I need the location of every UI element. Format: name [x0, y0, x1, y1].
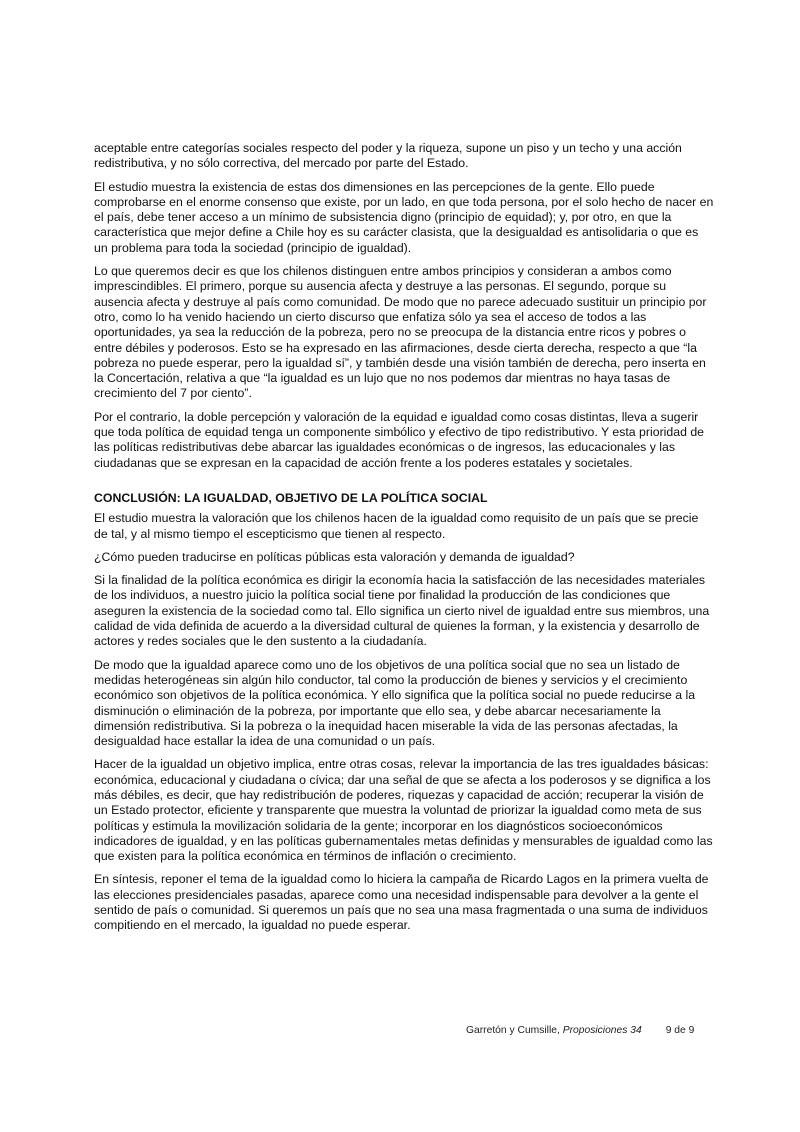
footer-authors: Garretón y Cumsille,	[466, 1025, 563, 1036]
body-paragraph: Hacer de la igualdad un objetivo implica, entre otras cosas, relevar la importancia de las tres igualdades básicas: económica, educacional y ciudadana o cívica; dar una señal de que se afecta a los poderosos y se dignifica a los más débiles, es decir, que hay redistribución de poderes, riquezas y capacidad de acción; recuperar la visión de un Estado protector, eficiente y transparente que muestra la voluntad de priorizar la igualdad como meta de sus políticas y estimula la movilización solidaria de la gente; incorporar en los diagnósticos socioeconómicos indicadores de igualdad, y en las políticas gubernamentales metas definidas y mensurables de igualdad como las que existen para la política económica en términos de inflación o crecimiento.	[94, 757, 713, 864]
footer-journal: Proposiciones 34	[562, 1025, 642, 1036]
body-paragraph: Lo que queremos decir es que los chilenos distinguen entre ambos principios y consideran a ambos como imprescindibles. El primero, porque su ausencia afecta y destruye a las personas. El segundo, porque su ausencia afecta y destruye al país como comunidad. De modo que no parece adecuado sustituir un principio por otro, como lo ha venido haciendo un cierto discurso que enfatiza sólo ya sea el acceso de todos a las oportunidades, ya sea la reducción de la pobreza, pero no se preocupa de la distancia entre ricos y pobres o entre débiles y poderosos. Esto se ha expresado en las afirmaciones, desde cierta derecha, respecto a que “la pobreza no puede esperar, pero la igualdad sí”, y también desde una visión también de derecha, pero inserta en la Concertación, relativa a que “la igualdad es un lujo que no nos podemos dar mientras no haya tasas de crecimiento del 7 por ciento”.	[94, 264, 707, 401]
body-paragraph: De modo que la igualdad aparece como uno de los objetivos de una política social que no sea un listado de medidas heterogéneas sin algún hilo conductor, tal como la producción de bienes y servicios y el crecimiento económico son objetivos de la política económica. Y ello significa que la política social no puede reducirse a la disminución o eliminación de la pobreza, por importante que ello sea, y debe abarcar necesariamente la dimensión redistributiva. Si la pobreza o la inequidad hacen miserable la vida de las personas afectadas, la desigualdad hace estallar la idea de una comunidad o un país.	[94, 657, 696, 749]
footer-page-number: 9 de 9	[665, 1025, 695, 1036]
page-footer	[466, 1024, 694, 1037]
body-paragraph: ¿Cómo pueden traducirse en políticas públicas esta valoración y demanda de igualdad?	[94, 549, 575, 564]
document-page	[94, 141, 714, 942]
body-paragraph: Si la finalidad de la política económica es dirigir la economía hacia la satisfacción de las necesidades materiales de los individuos, a nuestro juicio la política social tiene por finalidad la producción de las condiciones que aseguren la existencia de la sociedad como tal. Ello significa un cierto nivel de igualdad entre sus miembros, una calidad de vida definida de acuerdo a la diversidad cultural de quienes la forman, y la existencia y desarrollo de actores y redes sociales que le den sustento a la ciudadanía.	[94, 573, 710, 649]
body-paragraph: aceptable entre categorías sociales respecto del poder y la riqueza, supone un piso y un techo y una acción redistributiva, y no sólo correctiva, del mercado por parte del Estado.	[94, 141, 682, 171]
body-paragraph: Por el contrario, la doble percepción y valoración de la equidad e igualdad como cosas distintas, lleva a sugerir que toda política de equidad tenga un componente simbólico y efectivo de tipo redistributivo. Y esta prioridad de las políticas redistributivas debe abarcar las igualdades económicas o de ingresos, las educacionales y las ciudadanas que se expresan en la capacidad de acción frente a los poderes estatales y societales.	[94, 409, 705, 470]
section-heading: CONCLUSIÓN: LA IGUALDAD, OBJETIVO DE LA POLÍTICA SOCIAL	[94, 490, 488, 505]
body-paragraph: En síntesis, reponer el tema de la igualdad como lo hiciera la campaña de Ricardo Lagos en la primera vuelta de las elecciones presidenciales pasadas, aparece como una necesidad indispensable para devolver a la gente el sentido de país o comunidad. Si queremos un país que no sea una masa fragmentada o una suma de individuos compitiendo en el mercado, la igualdad no puede esperar.	[94, 872, 709, 933]
body-paragraph: El estudio muestra la existencia de estas dos dimensiones en las percepciones de la gente. Ello puede comprobarse en el enorme consenso que existe, por un lado, en que toda persona, por el solo hecho de nacer en el país, debe tener acceso a un mínimo de subsistencia digno (principio de equidad); y, por otro, en que la característica que mejor define a Chile hoy es su carácter clasista, que la desigualdad es antisolidaria o que es un problema para toda la sociedad (principio de igualdad).	[94, 179, 714, 255]
body-paragraph: El estudio muestra la valoración que los chilenos hacen de la igualdad como requisito de un país que se precie de tal, y al mismo tiempo el escepticismo que tienen al respecto.	[94, 511, 699, 541]
